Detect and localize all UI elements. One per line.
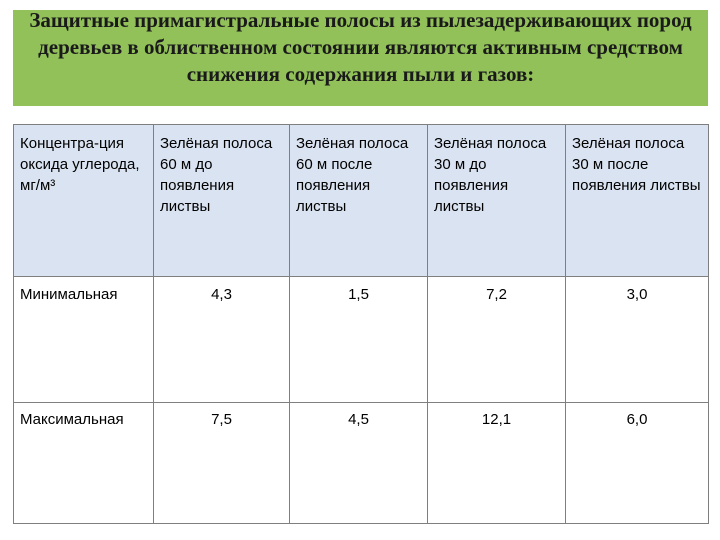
cell-max-30m-before: 12,1 <box>428 403 566 524</box>
cell-max-60m-before: 7,5 <box>154 403 290 524</box>
header-cell-30m-after: Зелёная полоса 30 м после появления листвы <box>566 125 709 277</box>
cell-min-30m-before: 7,2 <box>428 277 566 403</box>
row-label-max: Максимальная <box>14 403 154 524</box>
table-row <box>14 403 709 524</box>
cell-min-60m-before: 4,3 <box>154 277 290 403</box>
header-cell-60m-after: Зелёная полоса 60 м после появления листвы <box>290 125 428 277</box>
cell-max-30m-after: 6,0 <box>566 403 709 524</box>
cell-max-60m-after: 4,5 <box>290 403 428 524</box>
cell-min-30m-after: 3,0 <box>566 277 709 403</box>
header-cell-30m-before: Зелёная полоса 30 м до появления листвы <box>428 125 566 277</box>
table-row <box>14 277 709 403</box>
table-header-row <box>14 125 709 277</box>
cell-min-60m-after: 1,5 <box>290 277 428 403</box>
data-table <box>13 124 709 524</box>
header-cell-concentration: Концентра-ция оксида углерода, мг/м³ <box>14 125 154 277</box>
row-label-min: Минимальная <box>14 277 154 403</box>
header-cell-60m-before: Зелёная полоса 60 м до появления листвы <box>154 125 290 277</box>
slide-title: Защитные примагистральные полосы из пылезадерживающих пород деревьев в облиственном состоянии являются активным средством снижения содержания пыли и газов: <box>29 8 692 86</box>
